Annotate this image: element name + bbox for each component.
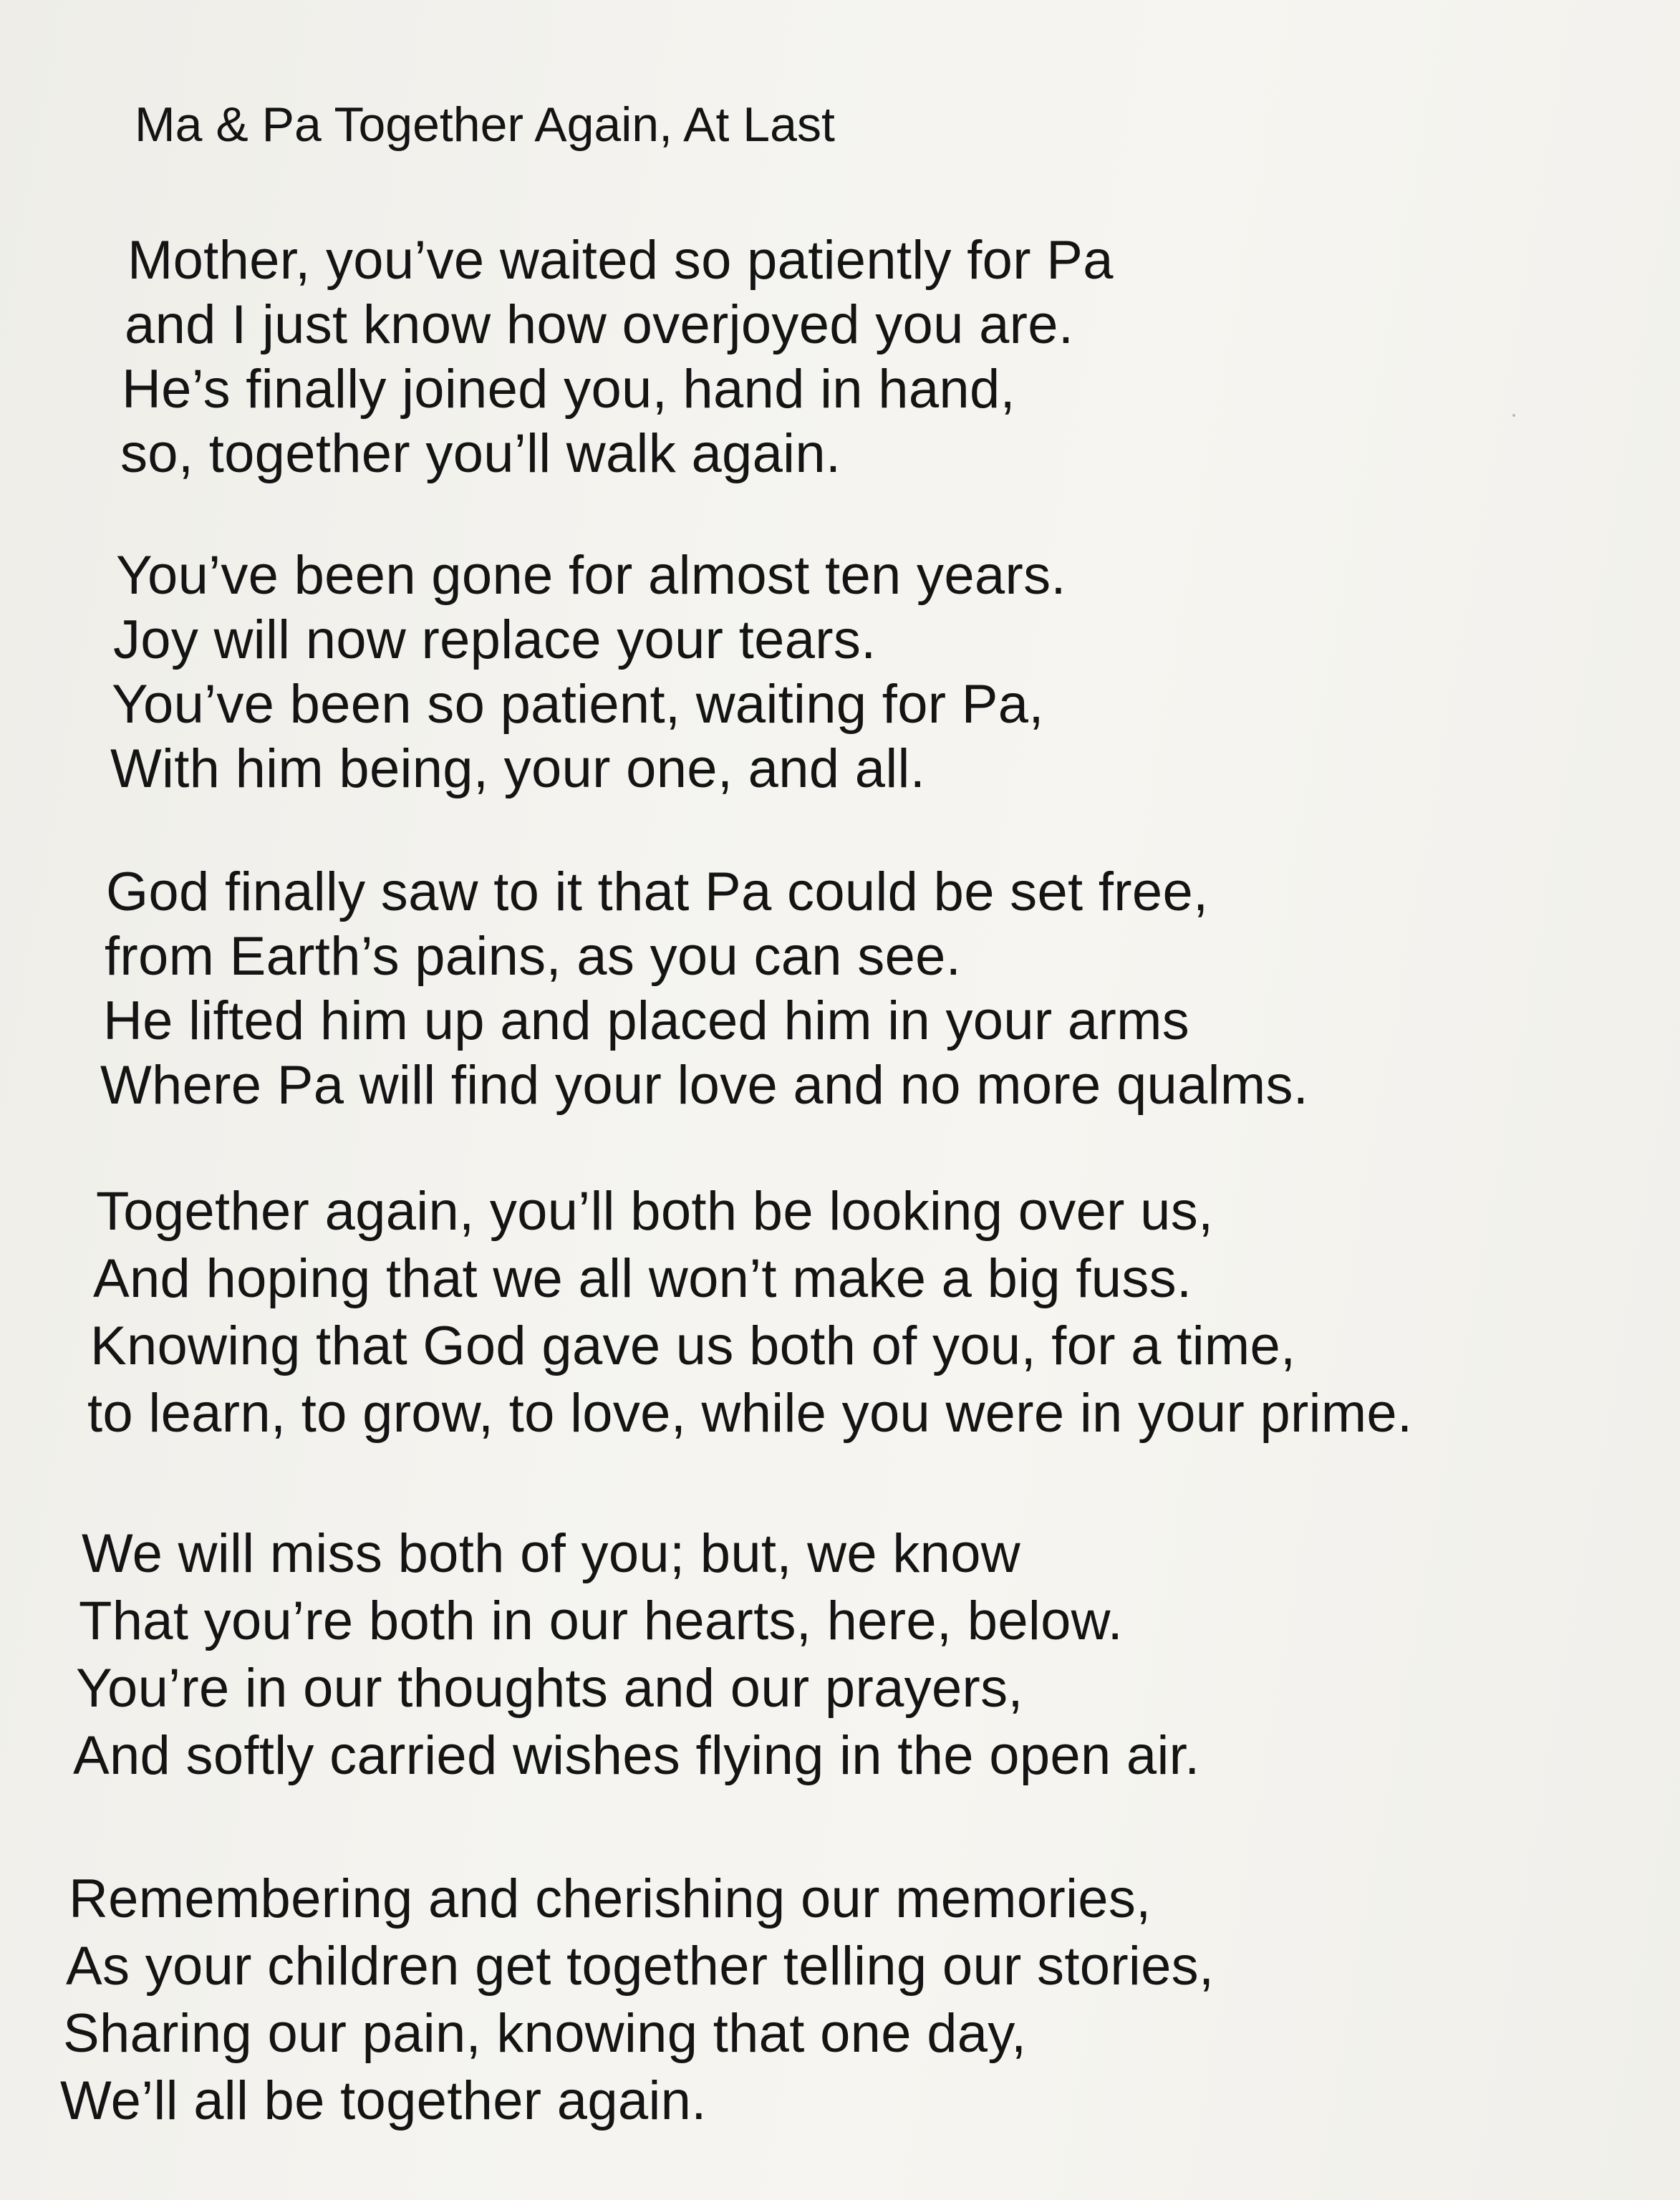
paper-speck	[1512, 414, 1515, 417]
poem-title: Ma & Pa Together Again, At Last	[135, 97, 835, 152]
poem-line: And softly carried wishes flying in the open air.	[73, 1725, 1200, 1786]
poem-line: Sharing our pain, knowing that one day,	[63, 2003, 1027, 2064]
poem-line: You’ve been gone for almost ten years.	[116, 545, 1066, 606]
poem-line: Mother, you’ve waited so patiently for Pa	[127, 230, 1114, 291]
poem-line: from Earth’s pains, as you can see.	[105, 926, 962, 987]
poem-line: Joy will now replace your tears.	[113, 609, 877, 670]
poem-line: And hoping that we all won’t make a big fuss.	[93, 1248, 1192, 1309]
poem-line: That you’re both in our hearts, here, below.	[79, 1591, 1124, 1651]
poem-line: Remembering and cherishing our memories,	[69, 1868, 1152, 1929]
poem-line: He’s finally joined you, hand in hand,	[122, 359, 1015, 420]
poem-line: You’ve been so patient, waiting for Pa,	[112, 674, 1044, 735]
poem-line: to learn, to grow, to love, while you were in your prime.	[87, 1383, 1413, 1444]
poem-line: As your children get together telling our stories,	[66, 1936, 1215, 1997]
poem-line: Knowing that God gave us both of you, for a time,	[90, 1316, 1296, 1376]
poem-line: Together again, you’ll both be looking over us,	[96, 1181, 1214, 1242]
poem-line: We’ll all be together again.	[60, 2070, 707, 2131]
poem-line: and I just know how overjoyed you are.	[125, 294, 1074, 355]
poem-line: You’re in our thoughts and our prayers,	[76, 1658, 1023, 1719]
poem-line: He lifted him up and placed him in your arms	[103, 990, 1190, 1051]
poem-line: With him being, your one, and all.	[110, 738, 926, 799]
poem-line: so, together you’ll walk again.	[120, 423, 841, 484]
poem-line: God finally saw to it that Pa could be set free,	[106, 862, 1209, 922]
poem-line: We will miss both of you; but, we know	[82, 1523, 1020, 1584]
poem-line: Where Pa will find your love and no more qualms.	[100, 1055, 1309, 1116]
